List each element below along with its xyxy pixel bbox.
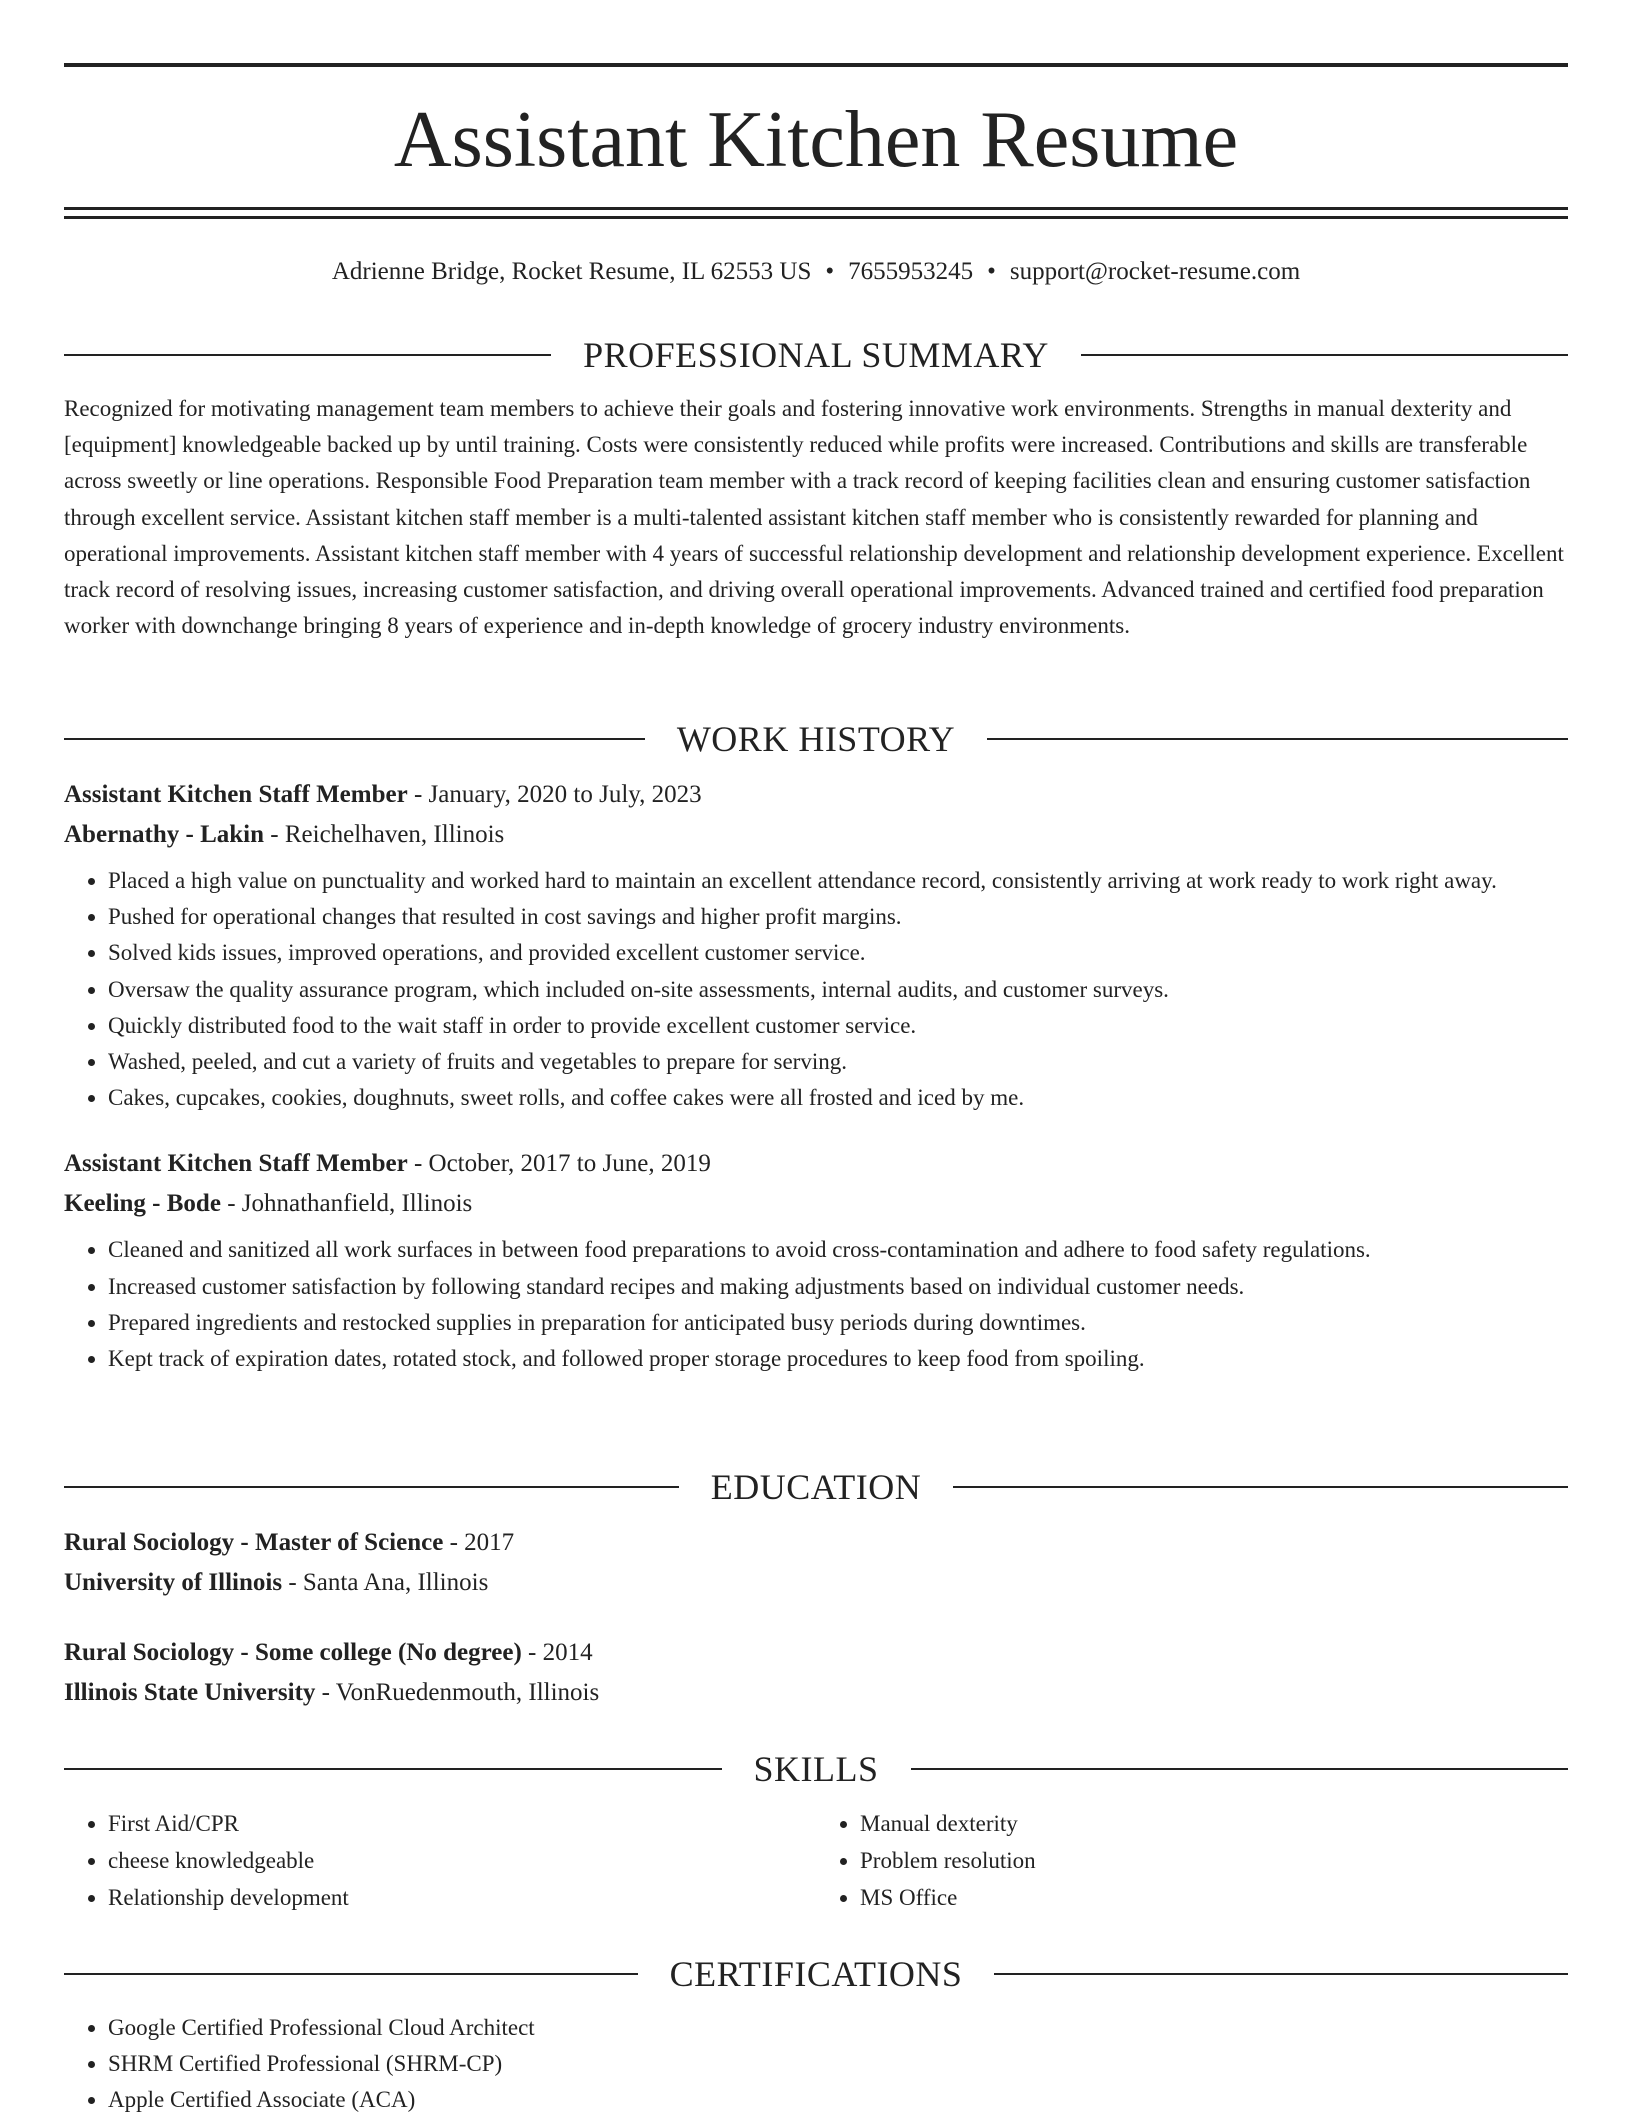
skill-item: • First Aid/CPR: [108, 1805, 816, 1842]
skill-item: • Relationship development: [108, 1879, 816, 1916]
certification-item: • Apple Certified Associate (ACA): [108, 2082, 1568, 2118]
job-dates: - January, 2020 to July, 2023: [407, 781, 702, 808]
job-title-line: [64, 1144, 1568, 1184]
heading-rule: [1081, 354, 1568, 356]
school: Illinois State University: [64, 1679, 316, 1706]
heading-rule: [994, 1973, 1568, 1975]
degree: Rural Sociology - Some college (No degree): [64, 1639, 522, 1666]
job-bullet: • Cakes, cupcakes, cookies, doughnuts, sweet rolls, and coffee cakes were all frosted and iced by me.: [108, 1080, 1568, 1116]
school-line: [64, 1563, 1568, 1603]
skill-item: • Problem resolution: [860, 1842, 1568, 1879]
school-location: - Santa Ana, Illinois: [282, 1569, 489, 1596]
heading-rule: [911, 1768, 1569, 1770]
summary-section: [64, 331, 1568, 644]
job-bullet: • Kept track of expiration dates, rotated stock, and followed proper storage procedures to keep food from spoiling.: [108, 1341, 1568, 1377]
job-location: - Reichelhaven, Illinois: [264, 821, 505, 848]
school: University of Illinois: [64, 1569, 283, 1596]
school-location: - VonRuedenmouth, Illinois: [315, 1679, 600, 1706]
contact-line: [64, 255, 1568, 289]
job-company-line: [64, 815, 1568, 855]
heading-rule: [64, 1768, 722, 1770]
job-entry: [64, 1144, 1568, 1377]
job-title-line: [64, 775, 1568, 815]
job-title: Assistant Kitchen Staff Member: [64, 1150, 408, 1178]
job-bullet: • Placed a high value on punctuality and worked hard to maintain an excellent attendance record, consistently arriving at work ready to work right away.: [108, 863, 1568, 899]
job-bullets: [64, 863, 1568, 1116]
contact-phone: 7655953245: [848, 258, 974, 285]
heading-rule: [64, 738, 645, 740]
skills-left-column: [64, 1805, 816, 1916]
degree: Rural Sociology - Master of Science: [64, 1529, 444, 1556]
section-heading: [64, 1463, 1568, 1511]
heading-rule: [64, 1973, 638, 1975]
resume-title: Assistant Kitchen Resume: [393, 96, 1239, 184]
skill-item: • cheese knowledgeable: [108, 1842, 816, 1879]
top-rule: [64, 63, 1568, 67]
school-line: [64, 1673, 1568, 1713]
job-bullet: • Increased customer satisfaction by following standard recipes and making adjustments based on individual customer needs.: [108, 1269, 1568, 1305]
degree-line: [64, 1633, 1568, 1673]
section-heading: [64, 1745, 1568, 1793]
job-bullet: • Washed, peeled, and cut a variety of fruits and vegetables to prepare for serving.: [108, 1044, 1568, 1080]
job-dates: - October, 2017 to June, 2019: [407, 1150, 711, 1178]
certification-item: • SHRM Certified Professional (SHRM-CP): [108, 2046, 1568, 2082]
education-entry: [64, 1633, 1568, 1713]
heading-rule: [64, 1486, 679, 1488]
section-heading: [64, 331, 1568, 379]
job-bullet: • Pushed for operational changes that resulted in cost savings and higher profit margins.: [108, 899, 1568, 935]
degree-year: - 2017: [443, 1529, 515, 1556]
title-double-rule: [64, 207, 1568, 219]
heading-rule: [987, 738, 1568, 740]
degree-year: - 2014: [521, 1639, 593, 1666]
certifications-list: [64, 2010, 1568, 2119]
education-heading: EDUCATION: [710, 1467, 922, 1507]
contact-separator: •: [825, 258, 835, 285]
job-bullets: [64, 1232, 1568, 1377]
job-location: - Johnathanfield, Illinois: [220, 1190, 473, 1218]
contact-email: support@rocket-resume.com: [1009, 258, 1301, 285]
section-heading: [64, 715, 1568, 763]
job-bullet: • Solved kids issues, improved operations, and provided excellent customer service.: [108, 935, 1568, 971]
job-bullet: • Prepared ingredients and restocked supplies in preparation for anticipated busy periods during downtimes.: [108, 1305, 1568, 1341]
skills-right-column: [816, 1805, 1568, 1916]
summary-text: Recognized for motivating management team members to achieve their goals and fostering innovative work environments. Strengths in manual dexterity and [equipment] knowledgeable backed up by until training. Costs were consistently reduced while profits were increased. Contributions and skills are transferable across sweetly or line operations. Responsible Food Preparation team member with a track record of keeping facilities clean and ensuring customer satisfaction through excellent service. Assistant kitchen staff member is a multi-talented assistant kitchen staff member who is consistently rewarded for planning and operational improvements. Assistant kitchen staff member with 4 years of successful relationship development and relationship development experience. Excellent track record of resolving issues, increasing customer satisfaction, and driving overall operational improvements. Advanced trained and certified food preparation worker with downchange bringing 8 years of experience and in-depth knowledge of grocery industry environments.: [64, 396, 1564, 639]
job-title: Assistant Kitchen Staff Member: [64, 781, 408, 808]
work-history-heading: WORK HISTORY: [676, 719, 956, 759]
job-bullet: • Cleaned and sanitized all work surfaces in between food preparations to avoid cross-contamination and adhere to food safety regulations.: [108, 1232, 1568, 1268]
skills-columns: [64, 1805, 1568, 1916]
heading-rule: [64, 354, 551, 356]
section-heading: [64, 1950, 1568, 1998]
certification-item: • Google Certified Professional Cloud Architect: [108, 2010, 1568, 2046]
skills-heading: SKILLS: [753, 1749, 879, 1789]
job-entry: [64, 775, 1568, 1116]
education-entry: [64, 1523, 1568, 1603]
job-bullet: • Oversaw the quality assurance program, which included on-site assessments, internal audits, and customer surveys.: [108, 972, 1568, 1008]
skill-item: • MS Office: [860, 1879, 1568, 1916]
contact-address: Adrienne Bridge, Rocket Resume, IL 62553 US: [331, 258, 812, 285]
skills-section: [64, 1745, 1568, 1916]
job-company-line: [64, 1184, 1568, 1224]
skill-item: • Manual dexterity: [860, 1805, 1568, 1842]
summary-heading: PROFESSIONAL SUMMARY: [583, 335, 1049, 375]
job-company: Keeling - Bode: [64, 1190, 221, 1218]
education-section: [64, 1463, 1568, 1713]
certifications-section: [64, 1950, 1568, 2119]
certifications-heading: CERTIFICATIONS: [669, 1954, 963, 1994]
heading-rule: [953, 1486, 1568, 1488]
contact-separator: •: [987, 258, 996, 285]
work-history-section: [64, 715, 1568, 1377]
job-bullet: • Quickly distributed food to the wait staff in order to provide excellent customer service.: [108, 1008, 1568, 1044]
job-company: Abernathy - Lakin: [64, 821, 265, 848]
degree-line: [64, 1523, 1568, 1563]
